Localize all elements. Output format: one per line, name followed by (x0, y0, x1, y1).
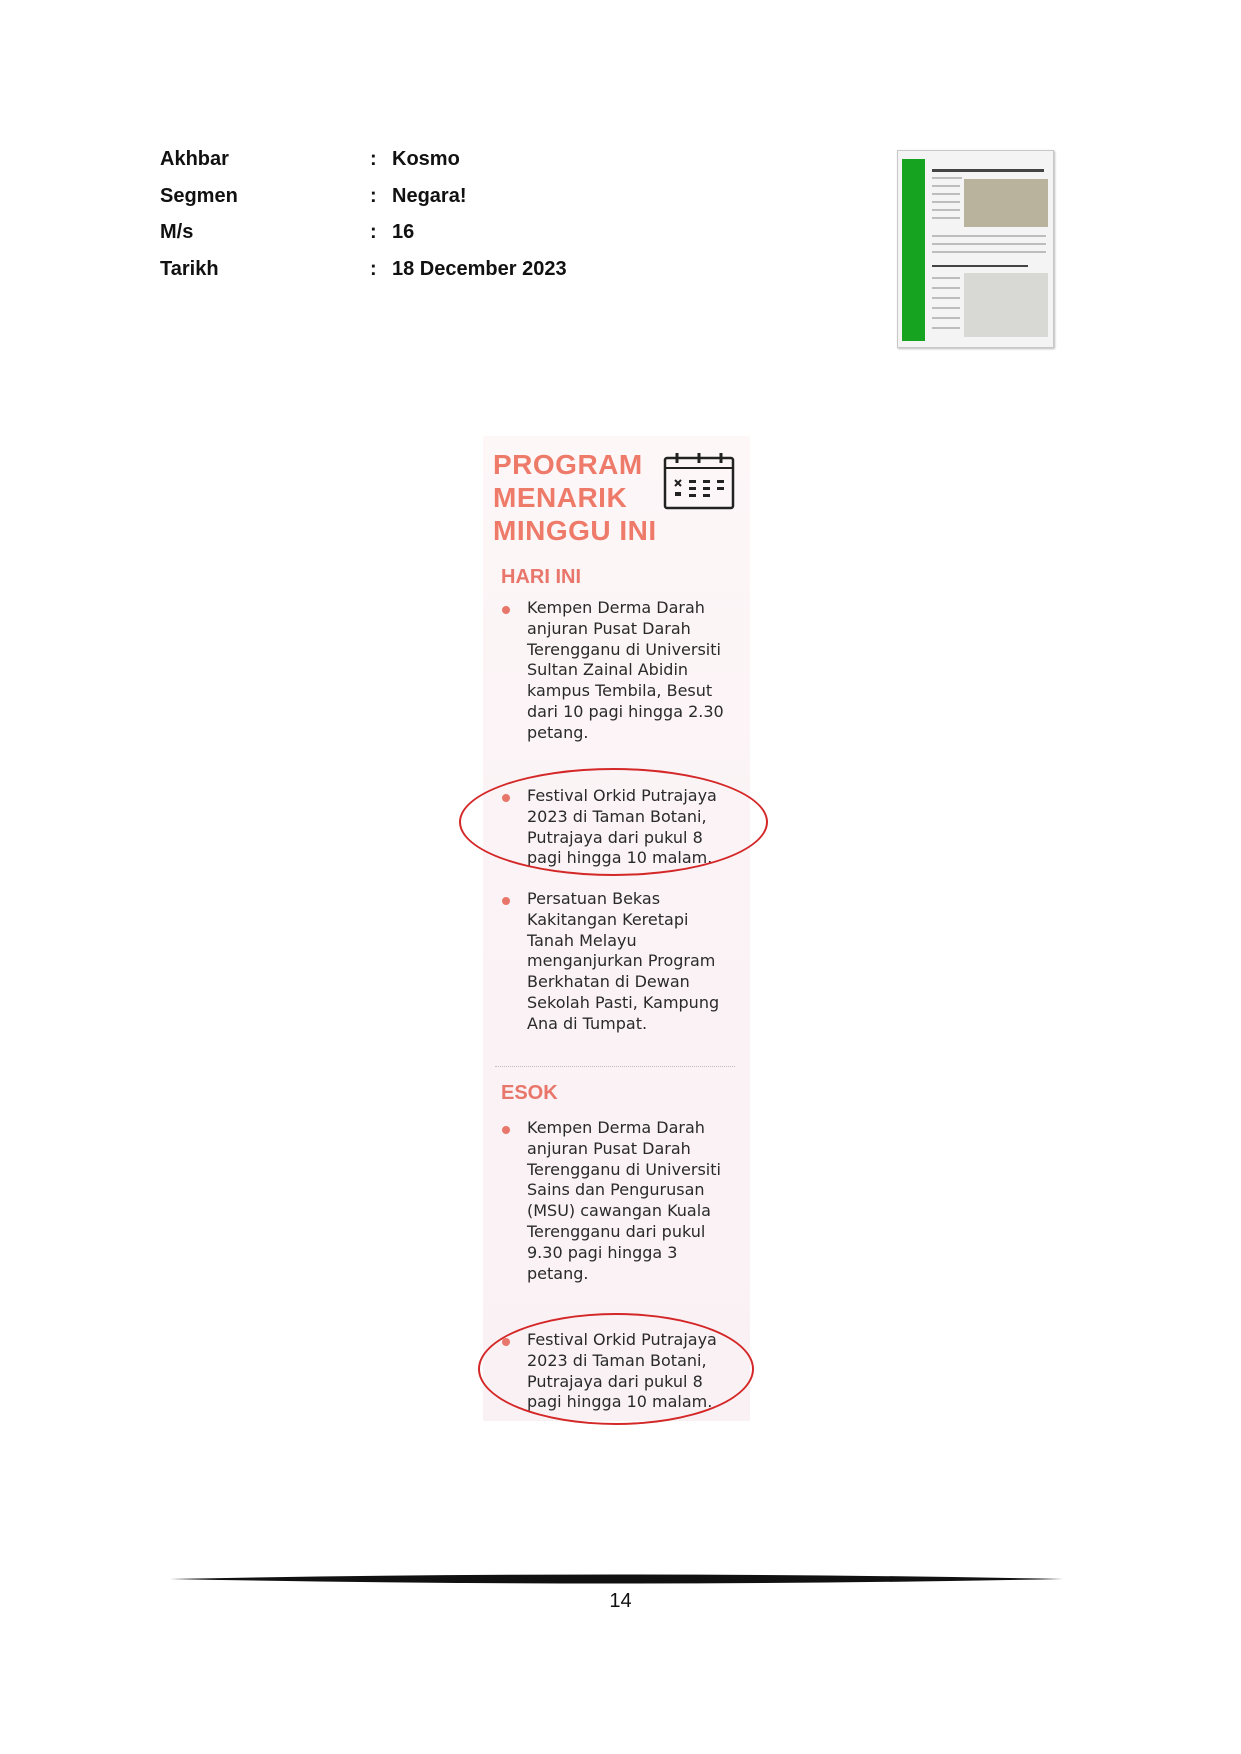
thumbnail-text-line (932, 251, 1046, 253)
section-divider (495, 1066, 735, 1067)
footer-divider (170, 1572, 1063, 1586)
thumbnail-text-line (932, 307, 960, 309)
meta-label: Tarikh (160, 257, 219, 280)
thumbnail-text-line (932, 177, 962, 179)
highlight-ring (459, 768, 768, 876)
thumbnail-text-line (932, 209, 960, 211)
event-item: Festival Orkid Putrajaya 2023 di Taman Botani, Putrajaya dari pukul 8 pagi hingga 10 malam. (527, 1330, 717, 1412)
meta-value: Kosmo (392, 148, 460, 170)
thumbnail-text-line (932, 185, 960, 187)
meta-colon: : (370, 148, 377, 170)
newspaper-page-thumbnail (897, 150, 1054, 348)
thumbnail-text-line (932, 277, 960, 279)
bullet-icon (502, 606, 510, 614)
thumbnail-text-line (932, 235, 1046, 237)
highlight-ring (478, 1313, 754, 1425)
section-heading-esok: ESOK (501, 1082, 558, 1104)
page-number: 14 (609, 1590, 632, 1612)
thumbnail-photo (964, 179, 1048, 227)
thumbnail-headline (932, 265, 1028, 267)
thumbnail-text-line (932, 193, 960, 195)
metadata-block (160, 148, 567, 294)
meta-row-segmen (160, 185, 567, 222)
meta-colon: : (370, 221, 377, 243)
meta-colon: : (370, 184, 377, 207)
meta-row-ms (160, 221, 567, 258)
meta-label: Akhbar (160, 148, 229, 170)
event-item: Kempen Derma Darah anjuran Pusat Darah Terengganu di Universiti Sultan Zainal Abidin kampus Tembila, Besut dari 10 pagi hingga 2.30 petang. (527, 598, 724, 742)
newspaper-clipping (483, 436, 750, 1421)
meta-label: Segmen (160, 184, 238, 207)
thumbnail-green-bar (902, 159, 925, 341)
thumbnail-text-line (932, 287, 960, 289)
meta-label: M/s (160, 221, 194, 243)
thumbnail-text-line (932, 327, 960, 329)
meta-value: Negara! (392, 184, 467, 207)
meta-value: 18 December 2023 (392, 257, 567, 280)
event-item: Festival Orkid Putrajaya 2023 di Taman Botani, Putrajaya dari pukul 8 pagi hingga 10 malam. (527, 786, 717, 868)
clipping-title-line: MINGGU INI (493, 515, 657, 546)
thumbnail-text-line (932, 201, 960, 203)
bullet-icon (502, 897, 510, 905)
meta-row-tarikh (160, 258, 567, 295)
thumbnail-text-line (932, 317, 960, 319)
meta-value: 16 (392, 221, 415, 243)
thumbnail-headline (932, 169, 1044, 172)
bullet-icon (502, 1126, 510, 1134)
clipping-title (493, 448, 657, 547)
thumbnail-photo (964, 273, 1048, 337)
thumbnail-text-line (932, 297, 960, 299)
thumbnail-text-line (932, 217, 960, 219)
calendar-icon (663, 452, 735, 510)
clipping-title-line: MENARIK (493, 482, 628, 513)
meta-colon: : (370, 257, 377, 280)
event-item: Kempen Derma Darah anjuran Pusat Darah Terengganu di Universiti Sains dan Pengurusan (MSU) cawangan Kuala Terengganu dari pukul 9.30 pagi hingga 3 petang. (527, 1118, 721, 1283)
thumbnail-text-line (932, 243, 1046, 245)
section-heading-hari-ini: HARI INI (501, 566, 581, 588)
clipping-title-line: PROGRAM (493, 449, 643, 480)
meta-row-akhbar (160, 148, 567, 185)
event-item: Persatuan Bekas Kakitangan Keretapi Tanah Melayu menganjurkan Program Berkhatan di Dewan Sekolah Pasti, Kampung Ana di Tumpat. (527, 889, 720, 1033)
